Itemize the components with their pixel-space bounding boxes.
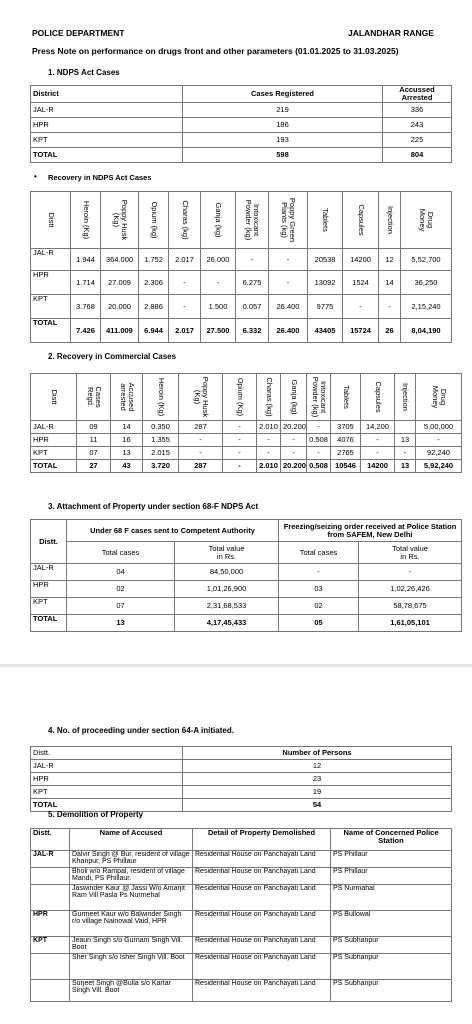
cell: JAL-R: [31, 564, 67, 581]
table-row: [31, 851, 452, 868]
col-header: Charas (kg): [169, 192, 201, 249]
demolition-table: [30, 828, 452, 1002]
cell: 27.500: [201, 319, 236, 343]
cell: 2.017: [169, 319, 201, 343]
table-row: [31, 954, 452, 980]
cell: Residential House on Panchayati Land: [193, 868, 331, 885]
cell: KPT: [31, 937, 70, 954]
cell: 2765: [331, 447, 361, 460]
table-row: [31, 295, 452, 319]
cell: 2.886: [139, 295, 169, 319]
table-row: [31, 937, 452, 954]
col-header: Injection: [379, 192, 401, 249]
table-row: [31, 460, 462, 473]
col-header: Freezing/seizing order received at Police Station from SAFEM, New Delhi: [279, 520, 462, 542]
col-header: Name of Accused: [70, 829, 193, 851]
col-header: Poppy Green Plants (kg): [269, 192, 308, 249]
section-1-title: 1. NDPS Act Cases: [48, 68, 120, 77]
cell: 1.714: [71, 271, 101, 295]
cell: KPT: [31, 132, 183, 147]
col-header: Drug Money: [401, 192, 452, 249]
cell: 09: [77, 421, 111, 434]
cell: Jeaun Singh s/o Gurnam Singh Vill. Boot: [70, 937, 193, 954]
cell: -: [201, 271, 236, 295]
cell: 186: [183, 117, 383, 132]
cell: -: [269, 249, 308, 271]
bullet-point: •: [34, 172, 37, 181]
table-row: [31, 598, 462, 615]
table-row: [31, 434, 462, 447]
col-header: Total cases: [279, 542, 359, 564]
cell: 9775: [308, 295, 343, 319]
cell: -: [257, 447, 281, 460]
cell: HPR: [31, 271, 71, 295]
cell: 0.057: [236, 295, 269, 319]
cell: JAL-R: [31, 851, 70, 868]
cell: 14: [111, 421, 143, 434]
press-note-title: Press Note on performance on drugs front and other parameters (01.01.2025 to 31.03.2025): [32, 46, 399, 56]
recovery-ndps-title: Recovery in NDPS Act Cases: [48, 173, 152, 182]
commercial-cases-table: [30, 373, 462, 473]
cell: 243: [383, 117, 452, 132]
col-header: Ganja (kg): [281, 374, 307, 421]
col-header: Name of Concerned Police Station: [331, 829, 452, 851]
table-row: [31, 885, 452, 911]
col-header: Cases Registered: [183, 86, 383, 103]
cell: TOTAL: [31, 319, 71, 343]
cell: 364.000: [101, 249, 139, 271]
cell: 598: [183, 147, 383, 162]
cell: 20.200: [281, 421, 307, 434]
cell: -: [281, 447, 307, 460]
table-row: [31, 581, 462, 598]
cell: [31, 954, 70, 980]
table-row: [31, 447, 462, 460]
cell: 23: [183, 773, 452, 786]
page-break-divider: [0, 664, 472, 667]
cell: [31, 885, 70, 911]
table-row: [31, 760, 452, 773]
cell: KPT: [31, 447, 77, 460]
table-row: [31, 786, 452, 799]
col-header: Tablets: [331, 374, 361, 421]
cell: 13: [395, 460, 416, 473]
cell: 287: [179, 421, 223, 434]
col-header: Total value in Rs.: [359, 542, 462, 564]
cell: 1.500: [201, 295, 236, 319]
cell: 05: [279, 615, 359, 632]
cell: 14,200: [361, 421, 395, 434]
cell: 225: [383, 132, 452, 147]
col-header: Cases Regd.: [77, 374, 111, 421]
cell: 4076: [331, 434, 361, 447]
cell: Residential House on Panchayati Land: [193, 937, 331, 954]
attachment-property-table: [30, 519, 462, 632]
col-header: Distt.: [31, 829, 70, 851]
cell: TOTAL: [31, 147, 183, 162]
col-header: Number of Persons: [183, 747, 452, 760]
cell: TOTAL: [31, 615, 67, 632]
table-row: [31, 564, 462, 581]
cell: -: [223, 421, 257, 434]
col-header: Charas (kg): [257, 374, 281, 421]
cell: 43: [111, 460, 143, 473]
cell: HPR: [31, 911, 70, 937]
cell: 19: [183, 786, 452, 799]
cell: -: [343, 295, 379, 319]
cell: -: [223, 460, 257, 473]
cell: -: [416, 434, 462, 447]
cell: 14200: [361, 460, 395, 473]
cell: -: [361, 447, 395, 460]
cell: Residential House on Panchayati Land: [193, 980, 331, 1002]
cell: PS Subhanpur: [331, 937, 452, 954]
cell: -: [379, 295, 401, 319]
table-row: [31, 147, 452, 162]
cell: 3705: [331, 421, 361, 434]
section-4-title: 4. No. of proceeding under section 64-A initiated.: [48, 726, 234, 735]
cell: Bholi w/o Rampal, resident of village Mandi, PS Phillaur.: [70, 868, 193, 885]
cell: PS Phillaur: [331, 868, 452, 885]
cell: 6.275: [236, 271, 269, 295]
col-header: Total value in Rs.: [175, 542, 279, 564]
cell: 1.355: [143, 434, 179, 447]
cell: 5,52,700: [401, 249, 452, 271]
col-header: Detail of Property Demolished: [193, 829, 331, 851]
cell: 2.017: [169, 249, 201, 271]
table-row: [31, 911, 452, 937]
cell: [31, 868, 70, 885]
col-header: Tablets: [308, 192, 343, 249]
cell: 10546: [331, 460, 361, 473]
cell: JAL-R: [31, 760, 183, 773]
col-header: Opium (kg): [139, 192, 169, 249]
table-row: [31, 102, 452, 117]
col-header: Accused arrested: [111, 374, 143, 421]
col-header: Injection: [395, 374, 416, 421]
cell: [31, 980, 70, 1002]
cell: KPT: [31, 786, 183, 799]
cell: TOTAL: [31, 460, 77, 473]
cell: 1,01,26,900: [175, 581, 279, 598]
cell: -: [169, 295, 201, 319]
cell: Dalvir Singh @ Bur, resident of village Khanpur, PS Phillaur: [70, 851, 193, 868]
cell: -: [236, 249, 269, 271]
cell: Residential House on Panchayati Land: [193, 954, 331, 980]
cell: 14200: [343, 249, 379, 271]
table-row: [31, 615, 462, 632]
cell: PS Phillaur: [331, 851, 452, 868]
col-header: Accussed Arrested: [383, 86, 452, 103]
cell: 7.426: [71, 319, 101, 343]
cell: 92,240: [416, 447, 462, 460]
cell: -: [223, 447, 257, 460]
cell: 12: [379, 249, 401, 271]
cell: JAL-R: [31, 102, 183, 117]
cell: -: [269, 271, 308, 295]
cell: [395, 421, 416, 434]
table-row: [31, 980, 452, 1002]
cell: 3.768: [71, 295, 101, 319]
ndps-cases-table: [30, 85, 452, 163]
cell: 193: [183, 132, 383, 147]
cell: 1524: [343, 271, 379, 295]
cell: -: [257, 434, 281, 447]
cell: 1,02,26,426: [359, 581, 462, 598]
col-header: Capsules: [361, 374, 395, 421]
cell: -: [169, 271, 201, 295]
section-5-title: 5. Demolition of Property: [48, 810, 144, 819]
cell: 03: [279, 581, 359, 598]
table-row: [31, 868, 452, 885]
cell: 0.508: [307, 434, 331, 447]
cell: 36,250: [401, 271, 452, 295]
cell: PS Bullowal: [331, 911, 452, 937]
cell: JAL-R: [31, 249, 71, 271]
cell: 1.944: [71, 249, 101, 271]
table-row: [31, 249, 452, 271]
cell: 07: [77, 447, 111, 460]
table-row: [31, 421, 462, 434]
cell: 02: [67, 581, 175, 598]
cell: 1,61,05,101: [359, 615, 462, 632]
cell: 0.350: [143, 421, 179, 434]
cell: -: [279, 564, 359, 581]
col-header: Distt.: [31, 747, 183, 760]
cell: -: [395, 447, 416, 460]
cell: 5,00,000: [416, 421, 462, 434]
col-header: Total cases: [67, 542, 175, 564]
cell: -: [307, 421, 331, 434]
table-row: [31, 319, 452, 343]
cell: Residential House on Panchayati Land: [193, 851, 331, 868]
cell: 13: [111, 447, 143, 460]
table-header-row: [31, 86, 452, 103]
cell: 20.200: [281, 460, 307, 473]
cell: 54: [183, 799, 452, 812]
cell: 07: [67, 598, 175, 615]
cell: 58,78,675: [359, 598, 462, 615]
cell: 2.010: [257, 460, 281, 473]
section-3-title: 3. Attachment of Property under section 68-F NDPS Act: [48, 502, 259, 511]
cell: 20.000: [101, 295, 139, 319]
col-header: Poppy Husk (Kg): [101, 192, 139, 249]
cell: 27.009: [101, 271, 139, 295]
cell: 02: [279, 598, 359, 615]
cell: 336: [383, 102, 452, 117]
cell: KPT: [31, 295, 71, 319]
cell: 804: [383, 147, 452, 162]
cell: 26.400: [269, 295, 308, 319]
cell: 3.720: [143, 460, 179, 473]
col-header: Opium (Kg): [223, 374, 257, 421]
cell: Residential House on Panchayati Land: [193, 911, 331, 937]
table-header-row: [31, 829, 452, 851]
table-header-row: [31, 192, 452, 249]
col-header: Capsules: [343, 192, 379, 249]
cell: HPR: [31, 581, 67, 598]
cell: HPR: [31, 773, 183, 786]
cell: -: [223, 434, 257, 447]
cell: PS Subhanpur: [331, 954, 452, 980]
cell: PS Subhanpur: [331, 980, 452, 1002]
col-header: Distt.: [31, 520, 67, 564]
cell: 6.332: [236, 319, 269, 343]
col-header: Poppy Husk (Kg): [179, 374, 223, 421]
cell: Residential House on Panchayati Land: [193, 885, 331, 911]
cell: Gurmeet Kaur w/o Balwinder Singh r/o village Nainowal Vaid, HPR: [70, 911, 193, 937]
cell: 6.944: [139, 319, 169, 343]
table-row: [31, 132, 452, 147]
cell: 8,04,190: [401, 319, 452, 343]
department-title: POLICE DEPARTMENT: [32, 28, 125, 38]
table-header-row: [31, 747, 452, 760]
cell: -: [361, 434, 395, 447]
col-header: Drug Money: [416, 374, 462, 421]
col-header: Heroin (Kg): [143, 374, 179, 421]
cell: -: [179, 447, 223, 460]
cell: TOTAL: [31, 799, 183, 812]
cell: 26.400: [269, 319, 308, 343]
range-title: JALANDHAR RANGE: [348, 28, 434, 38]
cell: 20538: [308, 249, 343, 271]
col-header: Intoxicant Powder (kg): [236, 192, 269, 249]
table-row: [31, 773, 452, 786]
cell: HPR: [31, 434, 77, 447]
cell: 13: [67, 615, 175, 632]
col-header: Under 68 F cases sent to Competent Authority: [67, 520, 279, 542]
cell: KPT: [31, 598, 67, 615]
col-header: Distt: [31, 374, 77, 421]
proceedings-table: [30, 746, 452, 812]
cell: 26.000: [201, 249, 236, 271]
cell: 5,92,240: [416, 460, 462, 473]
cell: 26: [379, 319, 401, 343]
cell: 2,31,68,533: [175, 598, 279, 615]
cell: 4,17,45,433: [175, 615, 279, 632]
cell: 287: [179, 460, 223, 473]
cell: 2.010: [257, 421, 281, 434]
cell: -: [359, 564, 462, 581]
cell: 14: [379, 271, 401, 295]
cell: 27: [77, 460, 111, 473]
cell: Sher Singh s/o Isher Singh Vill. Boot: [70, 954, 193, 980]
cell: HPR: [31, 117, 183, 132]
cell: 16: [111, 434, 143, 447]
cell: 219: [183, 102, 383, 117]
cell: 0.508: [307, 460, 331, 473]
cell: 2.306: [139, 271, 169, 295]
cell: PS Nurmahal: [331, 885, 452, 911]
cell: Surjeet Singh @Bulla s/o Kartar Singh Vill. Boot: [70, 980, 193, 1002]
cell: 13: [395, 434, 416, 447]
table-header-row: [31, 520, 462, 542]
table-subheader-row: [31, 542, 462, 564]
cell: 43405: [308, 319, 343, 343]
section-2-title: 2. Recovery in Commercial Cases: [48, 352, 177, 361]
table-row: [31, 117, 452, 132]
table-header-row: [31, 374, 462, 421]
cell: Jaswinder Kaur @ Jassi W/o Amarjit Ram Vill Pasla Ps Nurmehal: [70, 885, 193, 911]
cell: 15724: [343, 319, 379, 343]
col-header: District: [31, 86, 183, 103]
col-header: Ganja (kg): [201, 192, 236, 249]
cell: -: [179, 434, 223, 447]
table-row: [31, 271, 452, 295]
cell: -: [307, 447, 331, 460]
cell: 2.015: [143, 447, 179, 460]
recovery-ndps-table: [30, 191, 452, 343]
cell: 04: [67, 564, 175, 581]
col-header: Distt: [31, 192, 71, 249]
cell: -: [281, 434, 307, 447]
col-header: Intoxicant Powder (kg): [307, 374, 331, 421]
cell: 411.009: [101, 319, 139, 343]
cell: 1.752: [139, 249, 169, 271]
cell: 13092: [308, 271, 343, 295]
cell: 2,15,240: [401, 295, 452, 319]
cell: 11: [77, 434, 111, 447]
cell: 12: [183, 760, 452, 773]
cell: JAL-R: [31, 421, 77, 434]
cell: 84,50,000: [175, 564, 279, 581]
col-header: Heroin (Kg): [71, 192, 101, 249]
